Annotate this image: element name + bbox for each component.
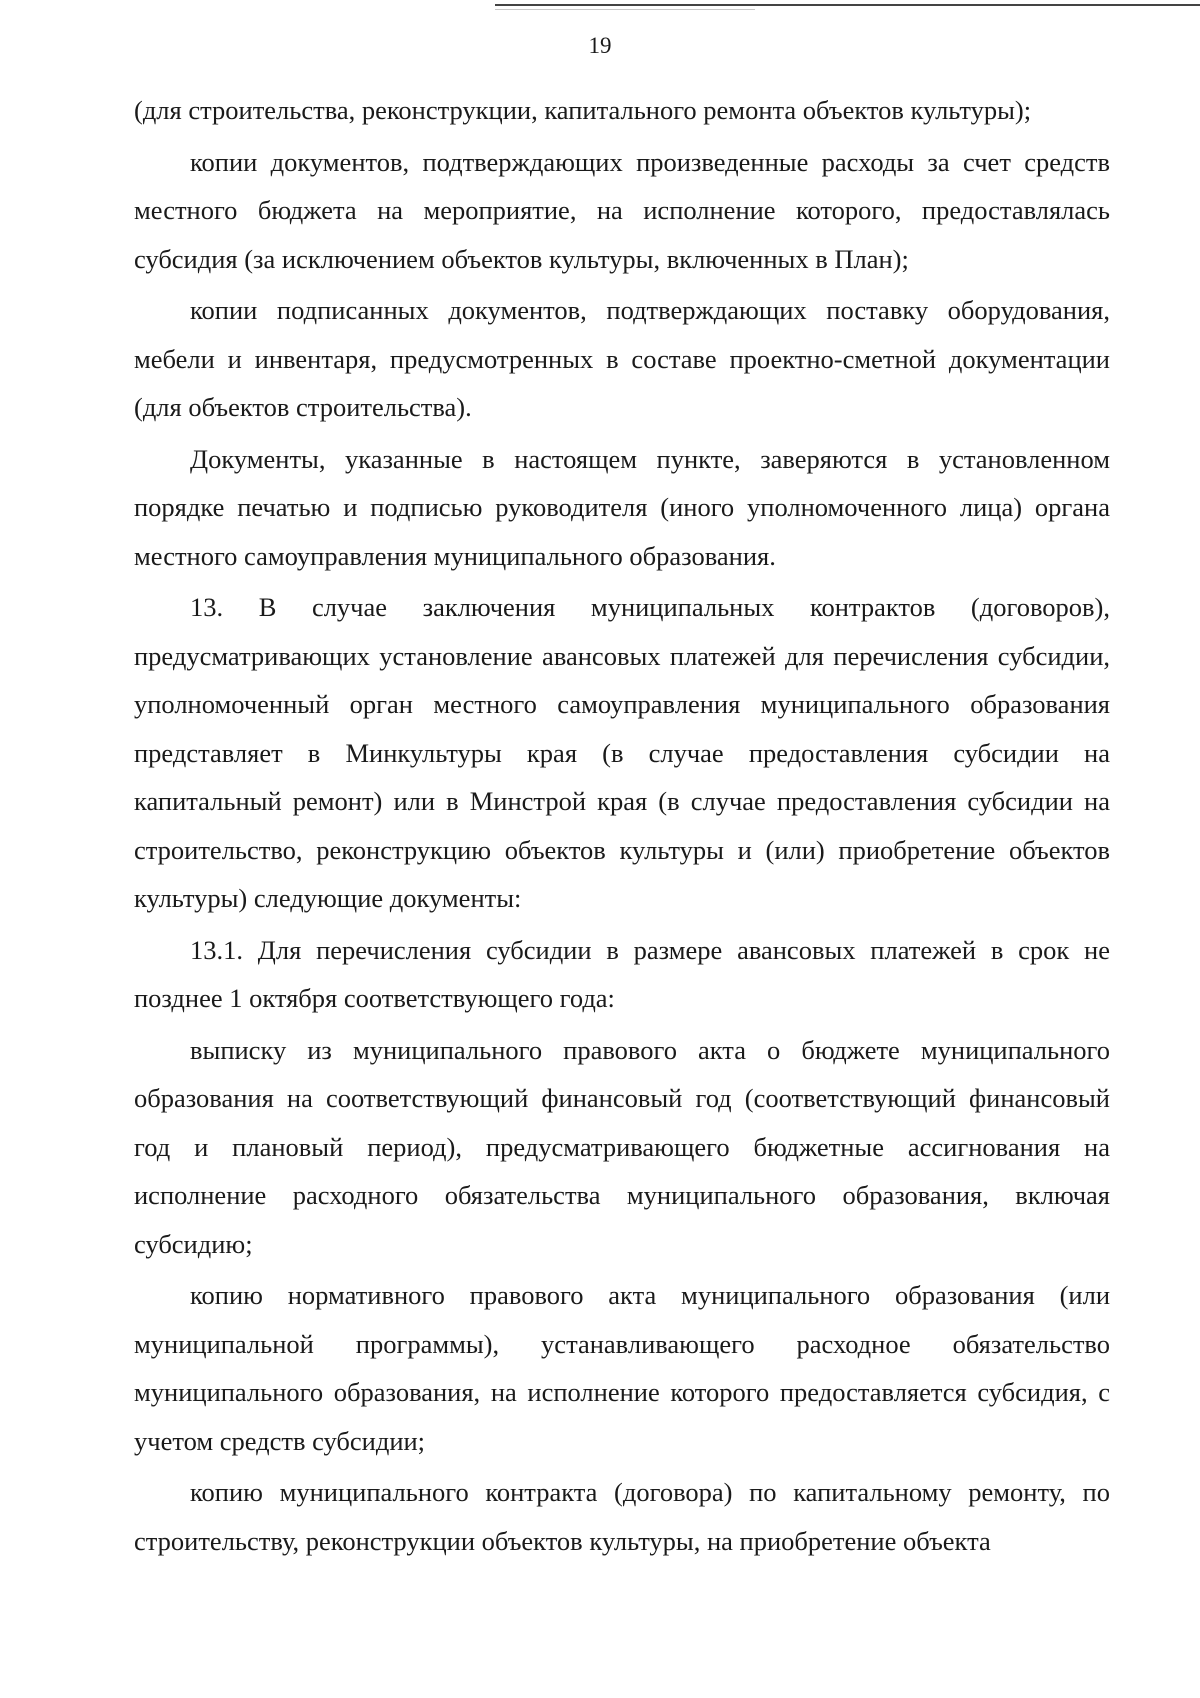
paragraph-contract-copy: копию муниципального контракта (договора) по капитальному ремонту, по строительству, реконструкции объектов культуры, на приобретение объекта bbox=[134, 1477, 1110, 1556]
paragraph-budget-extract: выписку из муниципального правового акта о бюджете муниципального образования на соответствующий финансовый год (соответствующий финансовый год и плановый период), предусматривающего бюджетные ассигнования на исполнение расходного обязательства муниципального образования, включая субсидию; bbox=[134, 1034, 1110, 1259]
document-body bbox=[134, 86, 1110, 1565]
paragraph-normative-act: копию нормативного правового акта муниципального образования (или муниципальной программы), устанавливающего расходное обязательство муниципального образования, на исполнение которого предоставляется субсидия, с учетом средств субсидии; bbox=[134, 1280, 1110, 1456]
paragraph-clause-13: 13. В случае заключения муниципальных контрактов (договоров), предусматривающих установление авансовых платежей для перечисления субсидии, уполномоченный орган местного самоуправления муниципального образования представляет в Минкультуры края (в случае предоставления субсидии на капитальный ремонт) или в Минстрой края (в случае предоставления субсидии на строительство, реконструкцию объектов культуры и (или) приобретение объектов культуры) следующие документы: bbox=[134, 592, 1110, 913]
top-border-line bbox=[495, 4, 1200, 6]
page-number: 19 bbox=[588, 33, 612, 58]
paragraph-continuation: (для строительства, реконструкции, капитального ремонта объектов культуры); bbox=[134, 95, 1032, 125]
paragraph-certification: Документы, указанные в настоящем пункте, заверяются в установленном порядке печатью и подписью руководителя (иного уполномоченного лица) органа местного самоуправления муниципального образования. bbox=[134, 443, 1110, 571]
paragraph-delivery-copies: копии подписанных документов, подтверждающих поставку оборудования, мебели и инвентаря, предусмотренных в составе проектно-сметной документации (для объектов строительства). bbox=[134, 295, 1110, 422]
paragraph-expense-copies: копии документов, подтверждающих произведенные расходы за счет средств местного бюджета на мероприятие, на исполнение которого, предоставлялась субсидия (за исключением объектов культуры, включенных в План); bbox=[134, 146, 1110, 274]
top-border-line-faint bbox=[495, 9, 755, 10]
paragraph-clause-13-1: 13.1. Для перечисления субсидии в размере авансовых платежей в срок не позднее 1 октября соответствующего года: bbox=[134, 934, 1110, 1013]
